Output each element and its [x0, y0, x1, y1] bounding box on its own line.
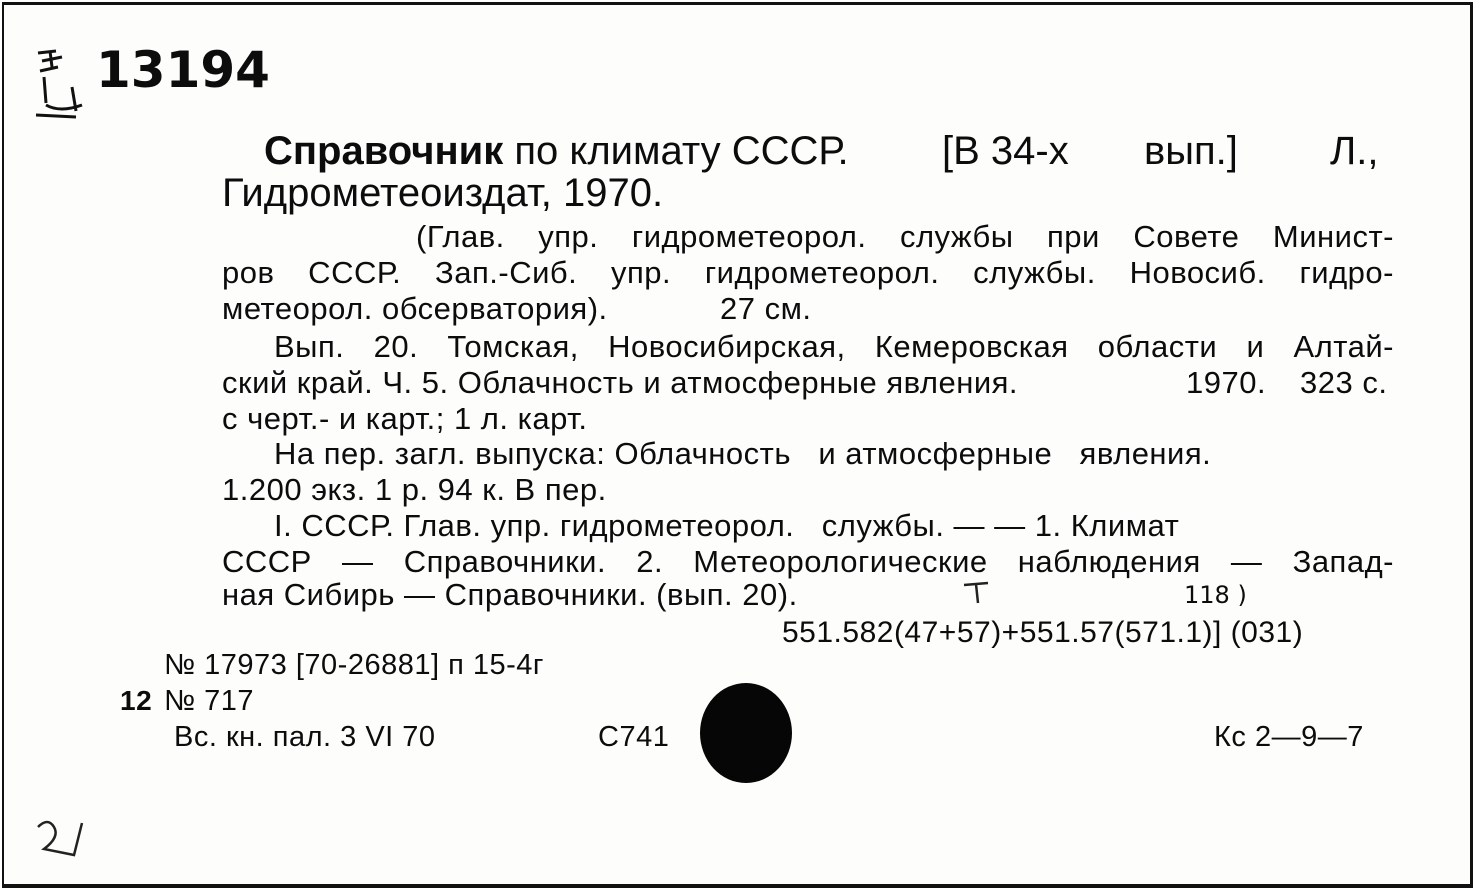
punch-hole-icon	[700, 683, 792, 783]
ks-code: Кс 2—9—7	[1214, 721, 1364, 753]
volume-year: 1970.	[1186, 365, 1267, 400]
title-vyp: вып.]	[1144, 129, 1238, 173]
series-line-2: ров СССР. Зап.-Сиб. упр. гидрометеорол. службы. Новосиб. гидро-	[222, 255, 1394, 290]
series-end: метеорол. обсерватория).	[222, 291, 608, 326]
title-line	[264, 131, 849, 171]
order-number: № 17973 [70-26881] п 15-4г	[164, 649, 544, 681]
title-rest: по климату СССР.	[514, 129, 849, 173]
subject-line-2: СССР — Справочники. 2. Метеорологические наблюдения — Запад-	[222, 544, 1394, 579]
title-bold: Справочник	[264, 129, 504, 173]
volume-end: с черт.- и карт.; 1 л. карт.	[222, 401, 588, 436]
handwritten-mark-icon	[34, 813, 94, 859]
catalog-card	[2, 2, 1473, 888]
handwritten-note: 118 )	[1184, 581, 1247, 609]
volume-line-2: ский край. Ч. 5. Облачность и атмосферные явления.	[222, 365, 1019, 400]
title-place: Л.,	[1330, 129, 1379, 173]
volume-line-1: Вып. 20. Томская, Новосибирская, Кемеровская области и Алтай-	[274, 329, 1394, 364]
udc-classification: 551.582(47+57)+551.57(571.1)] (031)	[782, 616, 1304, 649]
accession-number: 13194	[96, 41, 270, 99]
size: 27 см.	[720, 291, 812, 326]
card-number: № 717	[164, 685, 255, 717]
series-line-1: (Глав. упр. гидрометеорол. службы при Совете Минист-	[416, 219, 1394, 254]
subject-line-1: I. СССР. Глав. упр. гидрометеорол. службы. — — 1. Климат	[274, 508, 1180, 543]
note-line-2: 1.200 экз. 1 р. 94 к. В пер.	[222, 472, 607, 507]
title-volumes: [В 34-х	[942, 129, 1069, 173]
pencil-tick-icon	[962, 579, 992, 605]
note-line-1: На пер. загл. выпуска: Облачность и атмосферные явления.	[274, 436, 1212, 471]
volume-pages: 323 с.	[1300, 365, 1388, 400]
chamber-date: Вс. кн. пал. 3 VI 70	[174, 721, 436, 753]
subject-line-3: ная Сибирь — Справочники. (вып. 20).	[222, 577, 798, 612]
copies-count: 12	[120, 685, 153, 716]
c-code: C741	[598, 721, 670, 753]
stamp-mark-icon	[32, 47, 92, 125]
publisher-line: Гидрометеоиздат, 1970.	[222, 171, 664, 215]
